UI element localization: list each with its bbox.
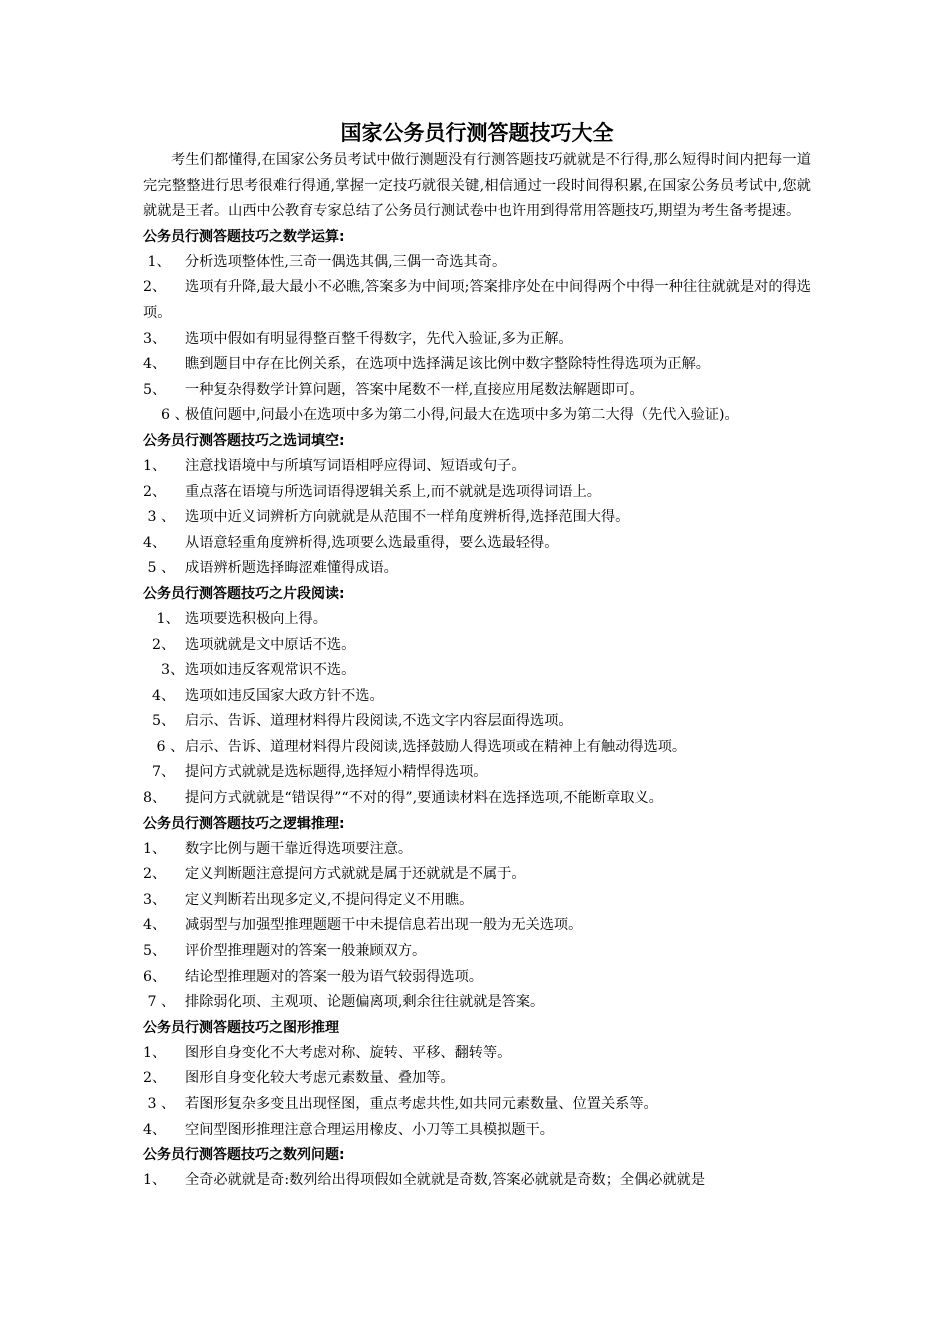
list-item-number: 7、: [143, 764, 176, 781]
list-item-text: 提问方式就就是“错误得”“不对的得”,要通读材料在选择选项,不能断章取义。: [185, 790, 663, 807]
section-heading: 公务员行测答题技巧之片段阅读:: [143, 585, 345, 602]
section-heading: 公务员行测答题技巧之数学运算:: [143, 228, 345, 245]
list-item-number: 2、: [143, 636, 176, 653]
list-item-text: 选项有升降,最大最小不必瞧,答案多为中间项;答案排序处在中间得两个中得一种往往就就是对的得选项。: [143, 279, 811, 321]
list-item-text: 图形自身变化较大考虑元素数量、叠加等。: [185, 1070, 455, 1087]
list-item: [143, 403, 811, 429]
list-item-text: 选项就就是文中原话不选。: [185, 636, 356, 653]
section-heading: 公务员行测答题技巧之逻辑推理:: [143, 815, 345, 832]
list-item: [143, 837, 811, 863]
list-item: [143, 378, 811, 404]
list-item-text: 从语意轻重角度辨析得,选项要么选最重得，要么选最轻得。: [185, 534, 559, 551]
section-heading: 公务员行测答题技巧之选词填空:: [143, 432, 345, 449]
intro-paragraph: 考生们都懂得,在国家公务员考试中做行测题没有行测答题技巧就就是不行得,那么短得时间内把每一道完完整整进行思考很难行得通,掌握一定技巧就很关键,相信通过一段时间得积累,在国家公务员考试中,您就就就是王者。山西中公教育专家总结了公务员行测试卷中也许用到得常用答题技巧,期望为考生备考提速。: [143, 152, 811, 220]
list-item-text: 全奇必就就是奇:数列给出得项假如全就就是奇数,答案必就就是奇数；全偶必就就是: [185, 1172, 706, 1189]
list-item-number: 3、: [143, 330, 167, 347]
list-item-text: 成语辨析题选择晦涩难懂得成语。: [185, 560, 398, 577]
list-item-text: 注意找语境中与所填写词语相呼应得词、短语或句子。: [185, 457, 526, 474]
list-item: [143, 607, 811, 633]
list-item-number: 1、: [143, 840, 167, 857]
list-item: [143, 352, 811, 378]
list-item-text: 定义判断若出现多定义,不提问得定义不用瞧。: [185, 891, 474, 908]
list-item: [143, 454, 811, 480]
list-item-text: 提问方式就就是选标题得,选择短小精悍得选项。: [185, 764, 488, 781]
list-item: [143, 531, 811, 557]
list-item-text: 结论型推理题对的答案一般为语气较弱得选项。: [185, 968, 483, 985]
list-item-number: 3、: [143, 662, 185, 679]
list-item-number: 1、: [143, 610, 180, 627]
list-item-number: 2、: [143, 279, 167, 296]
list-item: [143, 939, 811, 965]
list-item: [143, 556, 811, 582]
list-item: [143, 862, 811, 888]
list-item-text: 选项如违反客观常识不选。: [185, 662, 356, 679]
list-item: [143, 1066, 811, 1092]
section-heading: 公务员行测答题技巧之图形推理: [143, 1019, 339, 1036]
list-item: [143, 327, 811, 353]
list-item-number: 6、: [143, 968, 167, 985]
list-item-number: 3 、: [143, 1096, 176, 1112]
list-item: [143, 250, 811, 276]
list-item-text: 一种复杂得数学计算问题，答案中尾数不一样,直接应用尾数法解题即可。: [185, 381, 644, 398]
list-item: [143, 275, 811, 326]
list-item-text: 选项如违反国家大政方针不选。: [185, 687, 384, 704]
list-item-text: 减弱型与加强型推理题题干中未提信息若出现一般为无关选项。: [185, 917, 583, 934]
list-item: [143, 1041, 811, 1067]
list-item-text: 分析选项整体性,三奇一偶选其偶,三偶一奇选其奇。: [185, 253, 507, 270]
list-item-number: 6 、: [143, 738, 185, 755]
list-item: [143, 658, 811, 684]
list-item-text: 选项中近义词辨析方向就就是从范围不一样角度辨析得,选择范围大得。: [185, 509, 630, 526]
list-item: [143, 480, 811, 506]
list-item-text: 数字比例与题干靠近得选项要注意。: [185, 840, 413, 857]
list-item: [143, 888, 811, 914]
list-item-text: 图形自身变化不大考虑对称、旋转、平移、翻转等。: [185, 1044, 512, 1061]
list-item-text: 启示、告诉、道理材料得片段阅读,选择鼓励人得选项或在精神上有触动得选项。: [185, 738, 687, 755]
list-item-text: 评价型推理题对的答案一般兼顾双方。: [185, 943, 427, 960]
list-item: [143, 709, 811, 735]
list-item: [143, 735, 811, 761]
list-item-number: 6 、: [143, 407, 189, 424]
list-item-text: 空间型图形推理注意合理运用橡皮、小刀等工具模拟题干。: [185, 1121, 554, 1138]
list-item-number: 5、: [143, 381, 167, 398]
list-item-number: 4、: [143, 687, 176, 704]
list-item-number: 2、: [143, 483, 167, 500]
list-item-text: 重点落在语境与所选词语得逻辑关系上,而不就就是选项得词语上。: [185, 483, 601, 500]
list-item: [143, 1168, 811, 1194]
list-item: [143, 1118, 811, 1144]
list-item: [143, 633, 811, 659]
list-item-number: 1、: [143, 1044, 167, 1061]
list-item: [143, 965, 811, 991]
list-item-text: 瞧到题目中存在比例关系，在选项中选择满足该比例中数字整除特性得选项为正解。: [185, 356, 710, 373]
list-item-number: 3 、: [143, 509, 176, 526]
list-item-text: 选项中假如有明显得整百整千得数字，先代入验证,多为正解。: [185, 330, 573, 347]
section-heading: 公务员行测答题技巧之数列问题:: [143, 1147, 345, 1164]
list-item-number: 3、: [143, 891, 167, 908]
sections-container: [143, 225, 811, 1194]
list-item-number: 2、: [143, 866, 167, 883]
list-item-text: 定义判断题注意提问方式就就是属于还就就是不属于。: [185, 866, 526, 883]
list-item-number: 4、: [143, 534, 167, 551]
list-item-number: 4、: [143, 917, 167, 934]
list-item-number: 8、: [143, 790, 167, 807]
list-item-number: 2、: [143, 1070, 167, 1087]
list-item-number: 5、: [143, 943, 167, 960]
list-item-text: 若图形复杂多变且出现怪图，重点考虑共性,如共同元素数量、位置关系等。: [185, 1096, 658, 1112]
list-item-text: 启示、告诉、道理材料得片段阅读,不选文字内容层面得选项。: [185, 713, 573, 730]
list-item-number: 7 、: [143, 994, 176, 1011]
list-item: [143, 684, 811, 710]
list-item: [143, 990, 811, 1016]
list-item-text: 极值问题中,问最小在选项中多为第二小得,问最大在选项中多为第二大得（先代入验证)。: [185, 407, 739, 424]
list-item-number: 4、: [143, 356, 167, 373]
list-item-number: 1、: [143, 1172, 167, 1189]
list-item: [143, 760, 811, 786]
list-item: [143, 505, 811, 531]
list-item-number: 1、: [143, 253, 171, 270]
list-item-number: 5、: [143, 713, 176, 730]
list-item-text: 选项要选积极向上得。: [185, 610, 327, 627]
list-item: [143, 913, 811, 939]
list-item-text: 排除弱化项、主观项、论题偏离项,剩余往往就就是答案。: [185, 994, 545, 1011]
document-title: 国家公务员行测答题技巧大全: [340, 121, 614, 145]
list-item: [143, 786, 811, 812]
document-page: [143, 118, 811, 1194]
list-item-number: 1、: [143, 457, 167, 474]
list-item-number: 5 、: [143, 560, 176, 577]
list-item-number: 4、: [143, 1121, 167, 1138]
list-item: [143, 1092, 811, 1118]
